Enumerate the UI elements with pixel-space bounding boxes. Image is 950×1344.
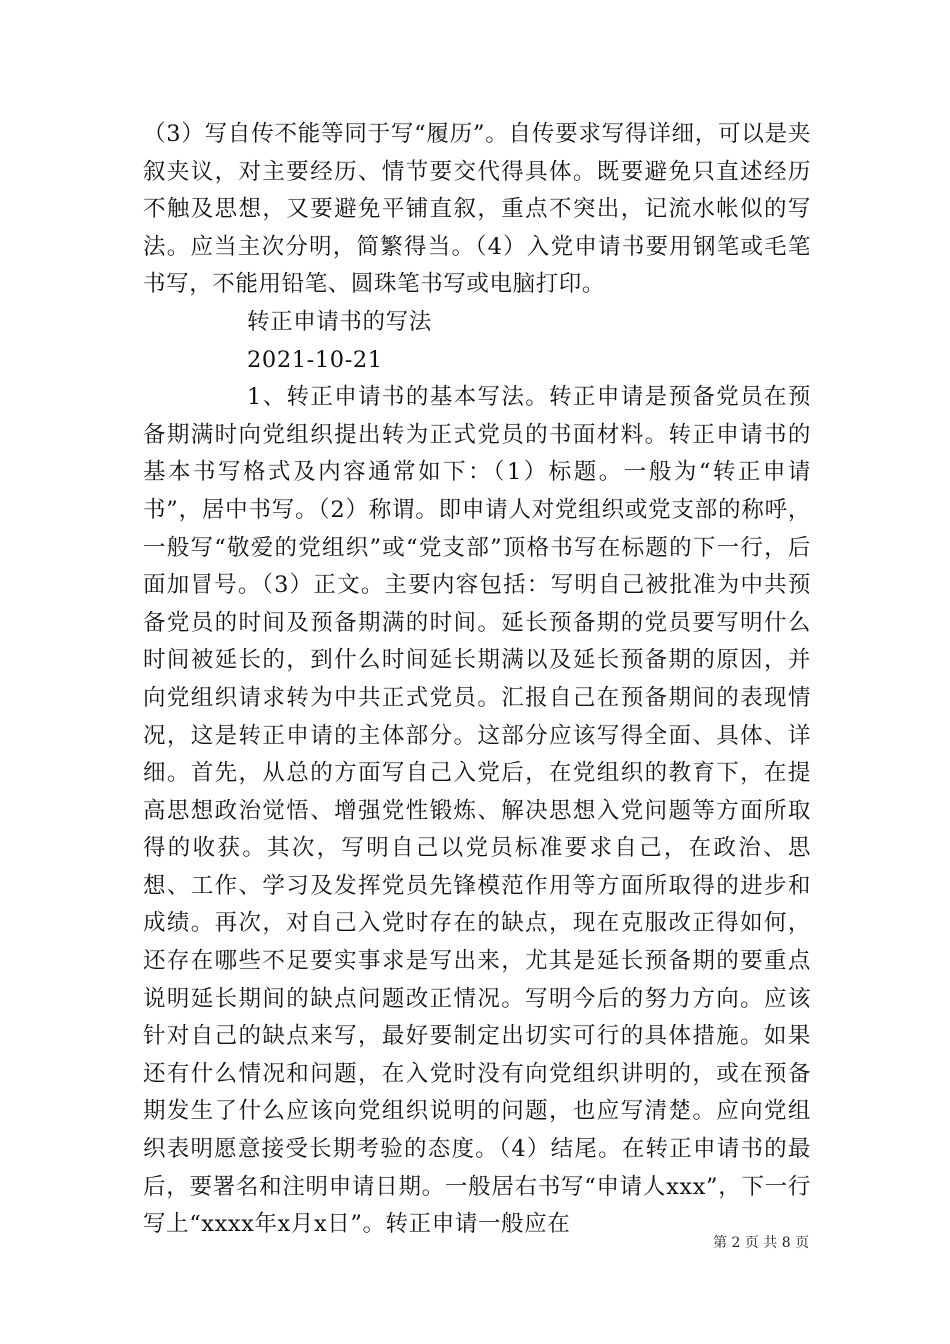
page-number-footer: 第 2 页 共 8 页: [713, 1235, 810, 1251]
document-body: [143, 116, 811, 1244]
section-title: 转正申请书的写法: [247, 308, 432, 335]
paragraph-autobiography-notes: （3）写自传不能等同于写“履历”。自传要求写得详细，可以是夹叙夹议，对主要经历、情节要交代得具体。既要避免只直述经历不触及思想，又要避免平铺直叙，重点不突出，记流水帐似的写法。应当主次分明，简繁得当。（4）入党申请书要用钢笔或毛笔书写，不能用铅笔、圆珠笔书写或电脑打印。: [143, 121, 811, 298]
section-date: 2021-10-21: [247, 346, 383, 373]
paragraph-regularization-method: 1、转正申请书的基本写法。转正申请是预备党员在预备期满时向党组织提出转为正式党员的书面材料。转正申请书的基本书写格式及内容通常如下：（1）标题。一般为“转正申请书”，居中书写。（2）称谓。即申请人对党组织或党支部的称呼，一般写“敬爱的党组织”或“党支部”顶格书写在标题的下一行，后面加冒号。（3）正文。主要内容包括：写明自己被批准为中共预备党员的时间及预备期满的时间。延长预备期的党员要写明什么时间被延长的，到什么时间延长期满以及延长预备期的原因，并向党组织请求转为中共正式党员。汇报自己在预备期间的表现情况，这是转正申请的主体部分。这部分应该写得全面、具体、详细。首先，从总的方面写自己入党后，在党组织的教育下，在提高思想政治觉悟、增强党性锻炼、解决思想入党问题等方面所取得的收获。其次，写明自己以党员标准要求自己，在政治、思想、工作、学习及发挥党员先锋模范作用等方面所取得的进步和成绩。再次，对自己入党时存在的缺点，现在克服改正得如何，还存在哪些不足要实事求是写出来，尤其是延长预备期的要重点说明延长期间的缺点问题改正情况。写明今后的努力方向。应该针对自己的缺点来写，最好要制定出切实可行的具体措施。如果还有什么情况和问题，在入党时没有向党组织讲明的，或在预备期发生了什么应该向党组织说明的问题，也应写清楚。应向党组织表明愿意接受长期考验的态度。（4）结尾。在转正申请书的最后，要署名和注明申请日期。一般居右书写“申请人xxx”，下一行写上“xxxx年x月x日”。转正申请一般应在: [143, 384, 811, 1238]
